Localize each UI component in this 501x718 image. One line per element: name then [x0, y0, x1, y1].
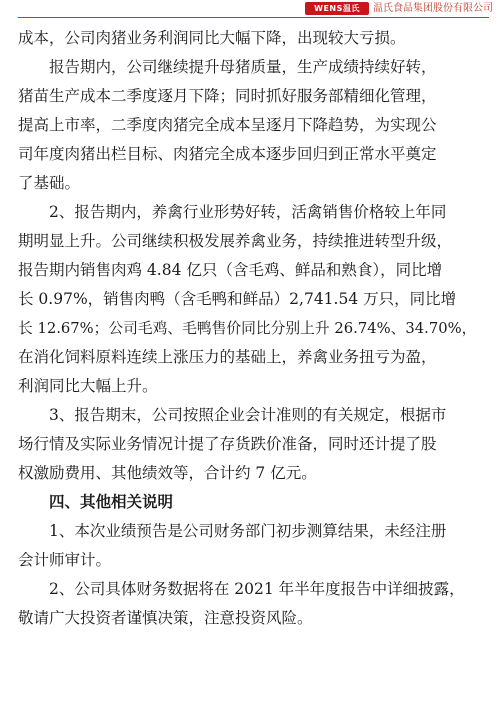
text-line: 在消化饲料原料连续上涨压力的基础上，养禽业务扭亏为盈，	[18, 348, 437, 366]
section-heading: 四、其他相关说明	[18, 493, 174, 511]
page-header	[0, 0, 501, 20]
text-line: 了基础。	[18, 174, 81, 192]
text-line: 长 0.97%，销售肉鸭（含毛鸭和鲜品）2,741.54 万只，同比增	[18, 290, 457, 308]
text-line: 2、报告期内，养禽行业形势好转，活禽销售价格较上年同	[18, 203, 447, 221]
text-line: 提高上市率，二季度肉猪完全成本呈逐月下降趋势，为实现公	[18, 116, 437, 134]
text-line: 期明显上升。公司继续积极发展养禽业务，持续推进转型升级，	[18, 232, 453, 250]
company-name: 温氏食品集团股份有限公司	[373, 3, 493, 14]
text-line: 1、本次业绩预告是公司财务部门初步测算结果，未经注册	[18, 522, 447, 540]
text-line: 报告期内销售肉鸡 4.84 亿只（含毛鸡、鲜品和熟食），同比增	[18, 261, 443, 279]
text-line: 场行情及实际业务情况计提了存货跌价准备，同时还计提了股	[18, 435, 437, 453]
text-line: 敬请广大投资者谨慎决策，注意投资风险。	[18, 609, 313, 627]
document-body	[18, 24, 483, 633]
text-line: 长 12.67%；公司毛鸡、毛鸭售价同比分别上升 26.74%、34.70%，	[18, 320, 477, 337]
text-line: 司年度肉猪出栏目标、肉猪完全成本逐步回归到正常水平奠定	[18, 145, 437, 163]
text-line: 3、报告期末，公司按照企业会计准则的有关规定，根据市	[18, 406, 447, 424]
text-line: 猪苗生产成本二季度逐月下降；同时抓好服务部精细化管理，	[18, 87, 437, 105]
text-line: 利润同比大幅上升。	[18, 377, 158, 395]
text-line: 成本，公司肉猪业务利润同比大幅下降，出现较大亏损。	[18, 29, 406, 47]
header-divider	[18, 17, 489, 18]
text-line: 权激励费用、其他绩效等，合计约 7 亿元。	[18, 464, 317, 482]
company-logo: WENS温氏	[305, 2, 369, 15]
text-line: 2、公司具体财务数据将在 2021 年半年度报告中详细披露，	[18, 580, 465, 598]
text-line: 会计师审计。	[18, 551, 112, 569]
text-line: 报告期内，公司继续提升母猪质量，生产成绩持续好转，	[18, 58, 437, 76]
